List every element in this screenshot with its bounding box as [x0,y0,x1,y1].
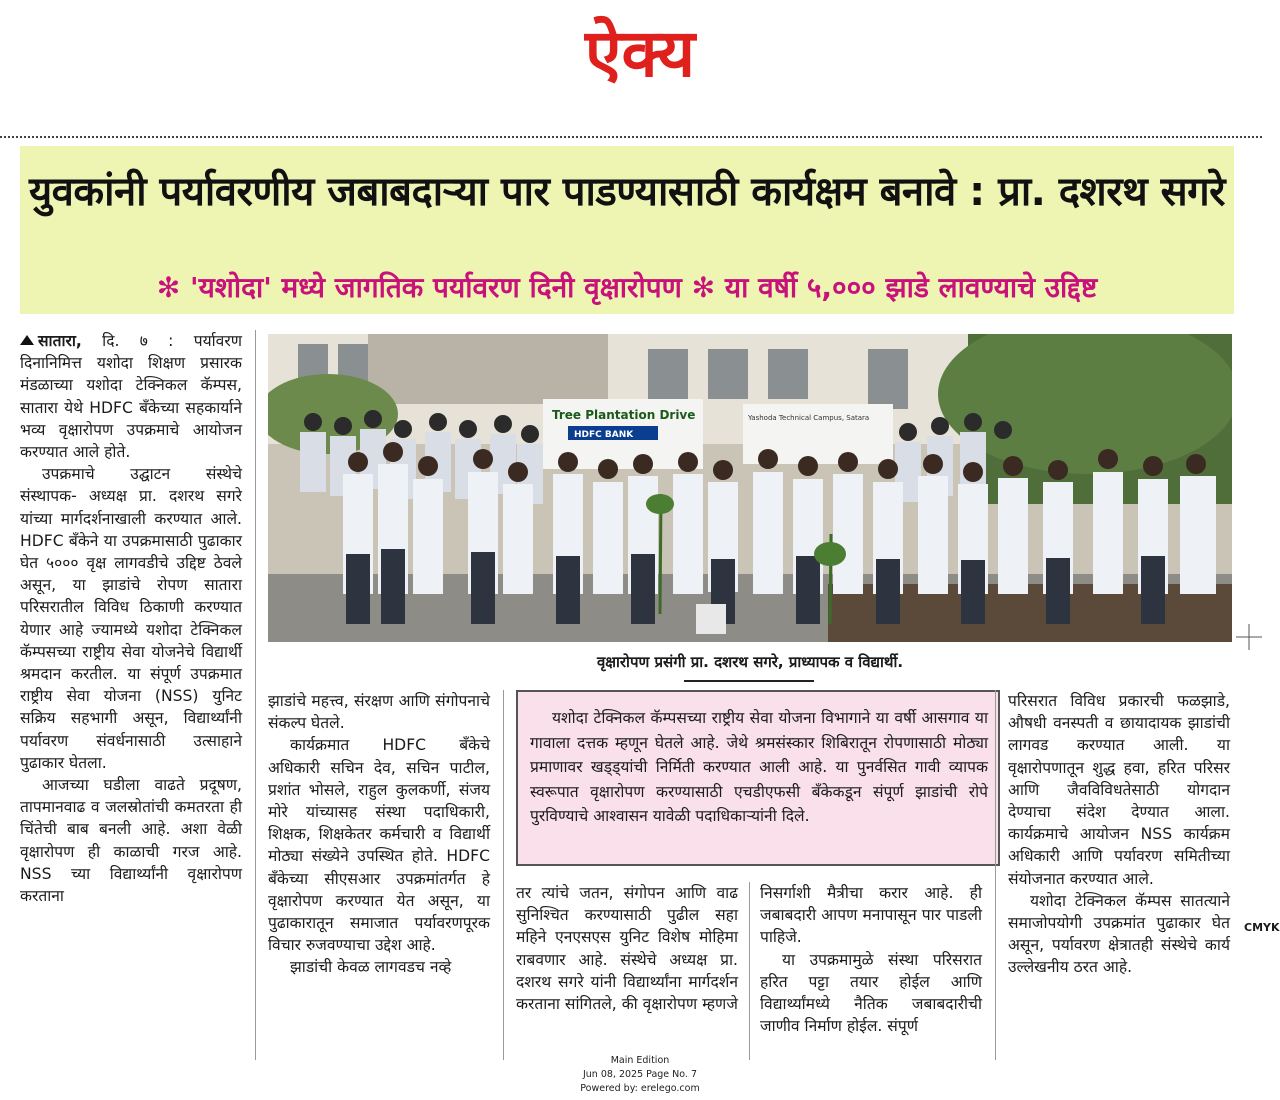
group-photo-illustration [268,334,1232,642]
column-divider [749,882,750,1060]
caption-underline [684,680,814,682]
photo-banner-left-subtext: HDFC BANK [574,430,634,440]
highlight-box-text [530,706,988,829]
triangle-icon [20,335,34,345]
paragraph: झाडांची केवळ लागवडच नव्हे [290,958,452,977]
powered-by: Powered by: erelego.com [580,1083,700,1094]
article-column-4 [760,882,982,1037]
subheadline: ✻ 'यशोदा' मध्ये जागतिक पर्यावरण दिनी वृक्षारोपण ✻ या वर्षी ५,००० झाडे लावण्याचे उद्दिष्ट [156,271,1098,304]
edition-footer [540,1054,740,1096]
column-divider [503,690,504,1060]
lead-text: दि. ७ : पर्यावरण दिनानिमित्त यशोदा शिक्षण प्रसारक मंडळाच्या यशोदा टेक्निकल कॅम्पस, सातारा येथे HDFC बँकेच्या सहकार्याने भव्य वृक्षारोपण उपक्रमाचे आयोजन करण्यात आले होते. [20,332,242,462]
column-divider [995,690,996,1060]
article-column-1 [20,330,242,907]
dateline: सातारा, [38,332,82,350]
paragraph: परिसरात विविध प्रकारची फळझाडे, औषधी वनस्पती व छायादायक झाडांची लागवड करण्यात आली. या वृक्षारोपणातून शुद्ध हवा, हरित परिसर आणि जैवविविधतेसाठी योगदान देण्याचा संदेश देण्यात आला. कार्यक्रमाचे आयोजन NSS कार्यक्रम अधिकारी आणि पर्यावरण समितीच्या संयोजनात करण्यात आले. [1008,692,1230,888]
paragraph: झाडांचे महत्त्व, संरक्षण आणि संगोपनाचे संकल्प घेतले. [268,692,490,733]
column-divider [255,330,256,1060]
photo-banner-right-text: Yashoda Technical Campus, Satara [748,414,870,422]
event-photo [268,334,1232,642]
newspaper-logo [550,8,730,90]
registration-mark-icon [1236,624,1262,650]
masthead-title: ऐक्य [584,15,696,90]
edition-name: Main Edition [610,1055,670,1066]
paragraph: निसर्गाशी मैत्रीचा करार आहे. ही जबाबदारी आपण मनापासून पार पाडली पाहिजे. [760,884,982,947]
article-column-5 [1008,690,1230,979]
photo-banner-left-text: Tree Plantation Drive [552,408,696,422]
paragraph: उपक्रमाचे उद्घाटन संस्थेचे संस्थापक- अध्यक्ष प्रा. दशरथ सगरे यांच्या मार्गदर्शनाखाली करण्यात आले. HDFC बँकेने या उपक्रमासाठी पुढाकार घेत ५००० वृक्ष लागवडीचे उद्दिष्ट ठेवले असून, या झाडांचे रोपण सातारा परिसरातील विविध ठिकाणी करण्यात येणार आहे ज्यामध्ये यशोदा टेक्निकल कॅम्पसच्या राष्ट्रीय सेवा योजनेचे विद्यार्थी श्रमदान करतील. या संपूर्ण उपक्रमात राष्ट्रीय सेवा योजना (NSS) युनिट सक्रिय सहभागी असून, विद्यार्थ्यांनी पर्यावरण संवर्धनासाठी उत्साहाने पुढाकार घेतला. [20,465,242,772]
paragraph: आजच्या घडीला वाढते प्रदूषण, तापमानवाढ व जलस्रोतांची कमतरता ही चिंतेची बाब बनली आहे. अशा वेळी वृक्षारोपण ही काळाची गरज आहे. NSS च्या विद्यार्थ्यांनी वृक्षारोपण करताना [20,776,242,906]
article-column-2 [268,690,490,979]
paragraph: तर त्यांचे जतन, संगोपन आणि वाढ सुनिश्चित करण्यासाठी पुढील सहा महिने एनएसएस युनिट विशेष मोहिमा राबवणार आहे. संस्थेचे अध्यक्ष प्रा. दशरथ सगरे यांनी विद्यार्थ्यांना मार्गदर्शन करताना सांगितले, की वृक्षारोपण म्हणजे [516,884,738,1014]
cmyk-marker: CMYK [1244,921,1280,934]
lead-paragraph [20,330,242,463]
article-column-3 [516,882,738,1015]
photo-caption: वृक्षारोपण प्रसंगी प्रा. दशरथ सगरे, प्राध्यापक व विद्यार्थी. [596,653,904,671]
headline: युवकांनी पर्यावरणीय जबाबदाऱ्या पार पाडण्यासाठी कार्यक्षम बनावे : प्रा. दशरथ सगरे [28,169,1226,215]
paragraph: यशोदा टेक्निकल कॅम्पसच्या राष्ट्रीय सेवा योजना विभागाने या वर्षी आसगाव या गावाला दत्तक म्हणून घेतले आहे. जेथे श्रमसंस्कार शिबिरातून रोपणासाठी मोठ्या प्रमाणावर खड्ड्यांची निर्मिती करण्यात आली आहे. या पुनर्वसित गावी व्यापक स्वरूपात वृक्षारोपण करण्यासाठी एचडीएफसी बँकेकडून संपूर्ण झाडांची रोपे पुरविण्याचे आश्वासन यावेळी पदाधिकाऱ्यांनी दिले. [530,709,988,825]
paragraph: या उपक्रमामुळे संस्था परिसरात हरित पट्टा तयार होईल आणि विद्यार्थ्यांमध्ये नैतिक जबाबदारीची जाणीव निर्माण होईल. संपूर्ण [760,950,982,1036]
paragraph: यशोदा टेक्निकल कॅम्पस सातत्याने समाजोपयोगी उपक्रमांत पुढाकार घेत असून, पर्यावरण क्षेत्रातही संस्थेचे कार्य उल्लेखनीय ठरत आहे. [1008,891,1230,977]
top-divider [0,136,1262,138]
edition-date-page: Jun 08, 2025 Page No. 7 [582,1069,698,1080]
paragraph: कार्यक्रमात HDFC बँकेचे अधिकारी सचिन देव, सचिन पाटील, प्रशांत भोसले, राहुल कुलकर्णी, संजय मोरे यांच्यासह संस्था पदाधिकारी, शिक्षक, शिक्षकेतर कर्मचारी व विद्यार्थी मोठ्या संख्येने उपस्थित होते. HDFC बँकेच्या सीएसआर उपक्रमांतर्गत हे वृक्षारोपण करण्यात येत असून, या पुढाकारातून समाजात पर्यावरणपूरक विचार रुजवण्याचा उद्देश आहे. [268,736,490,955]
